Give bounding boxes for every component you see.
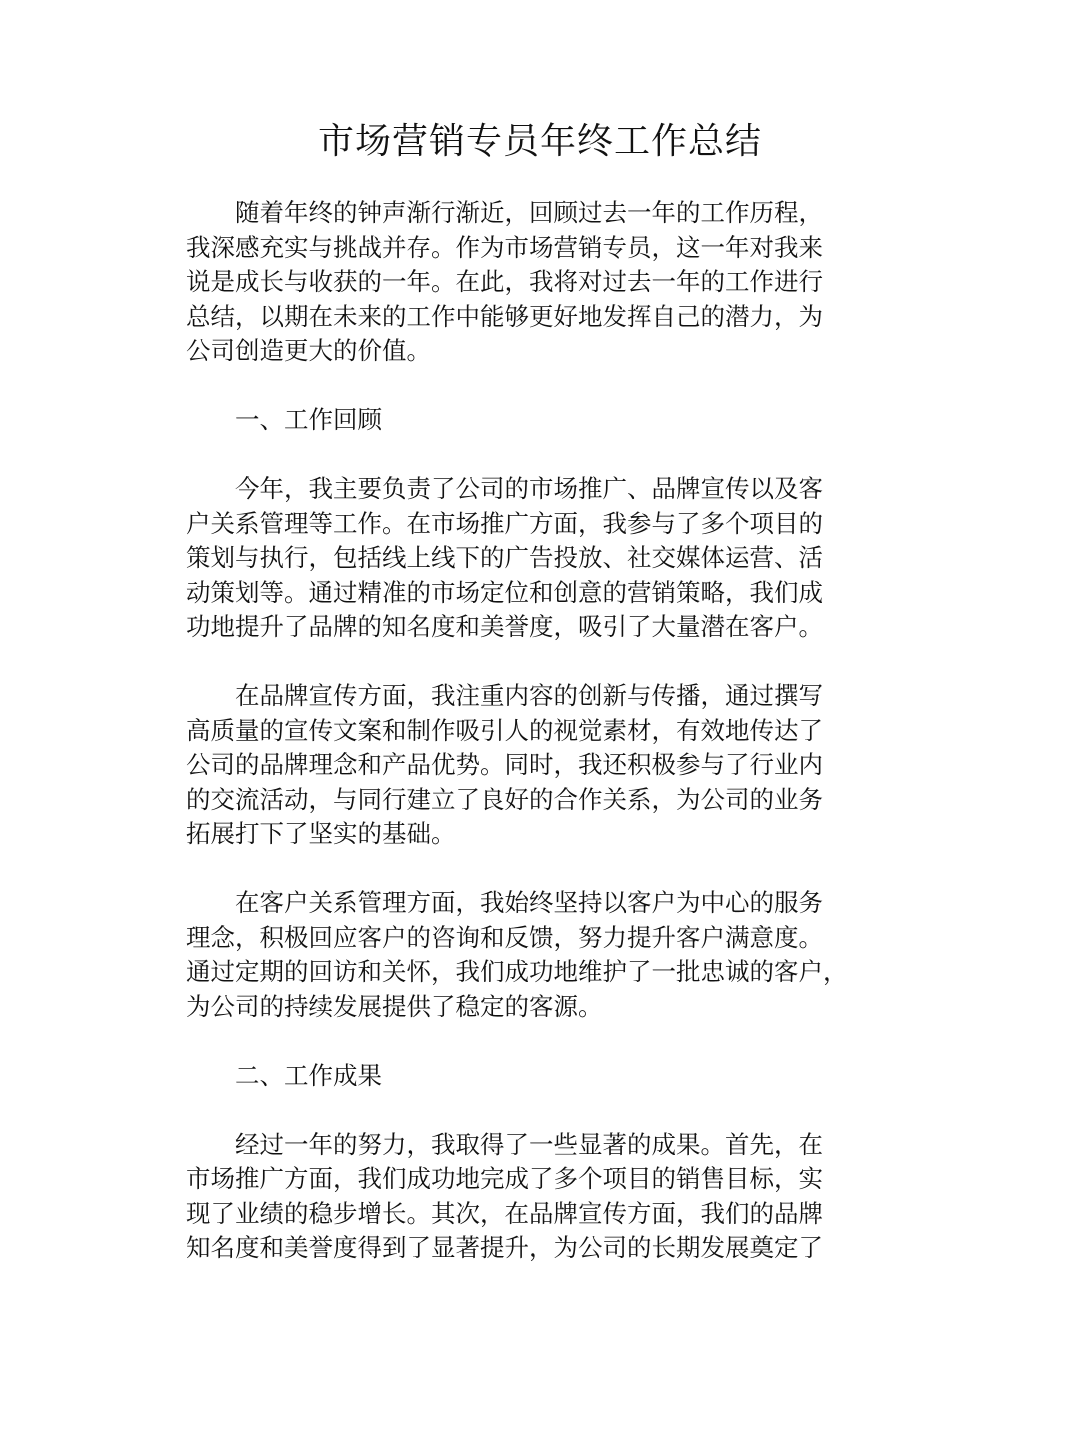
paragraph-line: 说是成长与收获的一年。在此，我将对过去一年的工作进行	[186, 267, 823, 296]
paragraph-line: 户关系管理等工作。在市场推广方面，我参与了多个项目的	[186, 508, 823, 538]
paragraph-line: 在客户关系管理方面，我始终坚持以客户为中心的服务	[235, 888, 823, 917]
paragraph-line: 知名度和美誉度得到了显著提升，为公司的长期发展奠定了	[186, 1233, 823, 1262]
paragraph-line: 拓展打下了坚实的基础。	[186, 819, 456, 848]
review-paragraph-2	[186, 679, 898, 852]
review-paragraph-3	[186, 886, 898, 1024]
paragraph-line: 策划与执行，包括线上线下的广告投放、社交媒体运营、活	[186, 543, 823, 572]
section-heading-review	[186, 403, 898, 438]
review-paragraph-1	[186, 472, 898, 645]
paragraph-line: 市场推广方面，我们成功地完成了多个项目的销售目标，实	[186, 1164, 823, 1193]
paragraph-line: 我深感充实与挑战并存。作为市场营销专员，这一年对我来	[186, 232, 823, 262]
paragraph-line: 为公司的持续发展提供了稳定的客源。	[186, 991, 603, 1021]
paragraph-line: 公司的品牌理念和产品优势。同时，我还积极参与了行业内	[186, 750, 823, 779]
document-body	[186, 196, 898, 1300]
paragraph-line: 今年，我主要负责了公司的市场推广、品牌宣传以及客	[235, 474, 823, 503]
paragraph-line: 理念，积极回应客户的咨询和反馈，努力提升客户满意度。	[186, 922, 823, 952]
paragraph-line: 高质量的宣传文案和制作吸引人的视觉素材，有效地传达了	[186, 715, 823, 745]
paragraph-line: 经过一年的努力，我取得了一些显著的成果。首先，在	[235, 1129, 823, 1159]
section-heading-text: 二、工作成果	[235, 1060, 382, 1090]
paragraph-line: 在品牌宣传方面，我注重内容的创新与传播，通过撰写	[235, 681, 823, 710]
paragraph-line: 的交流活动，与同行建立了良好的合作关系，为公司的业务	[186, 784, 823, 814]
paragraph-line: 随着年终的钟声渐行渐近，回顾过去一年的工作历程，	[235, 198, 823, 227]
results-paragraph-1	[186, 1128, 898, 1266]
paragraph-line: 功地提升了品牌的知名度和美誉度，吸引了大量潜在客户。	[186, 612, 823, 641]
document-title: 市场营销专员年终工作总结	[317, 121, 762, 162]
paragraph-line: 通过定期的回访和关怀，我们成功地维护了一批忠诚的客户，	[186, 957, 848, 986]
section-heading-results	[186, 1059, 898, 1094]
section-heading-text: 一、工作回顾	[235, 405, 382, 434]
intro-paragraph	[186, 196, 898, 369]
paragraph-line: 公司创造更大的价值。	[186, 336, 431, 365]
paragraph-line: 现了业绩的稳步增长。其次，在品牌宣传方面，我们的品牌	[186, 1198, 823, 1228]
paragraph-line: 总结，以期在未来的工作中能够更好地发挥自己的潜力，为	[186, 301, 823, 331]
paragraph-line: 动策划等。通过精准的市场定位和创意的营销策略，我们成	[186, 577, 823, 607]
